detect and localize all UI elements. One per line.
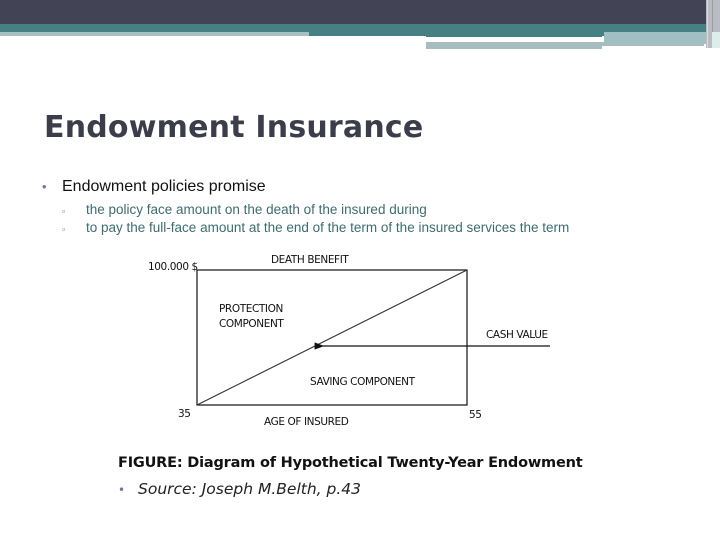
x-start-label: 35 bbox=[178, 408, 191, 420]
square-bullet-icon: ▫ bbox=[62, 206, 66, 216]
source-text: Source: Joseph M.Belth, p.43 bbox=[138, 480, 362, 498]
square-bullet-icon: ▫ bbox=[62, 224, 66, 234]
x-axis-label: AGE OF INSURED bbox=[264, 416, 349, 428]
cash-value-label: CASH VALUE bbox=[486, 329, 548, 341]
source-item bbox=[118, 480, 361, 498]
sub-bullet-text: the policy face amount on the death of the insured during bbox=[86, 202, 427, 217]
bullet-text: Endowment policies promise bbox=[62, 178, 266, 195]
slide-title: Endowment Insurance bbox=[44, 110, 424, 145]
death-benefit-label: DEATH BENEFIT bbox=[271, 254, 349, 266]
figure-caption: FIGURE: Diagram of Hypothetical Twenty-Year Endowment bbox=[118, 455, 583, 471]
sub-bullet-text: to pay the full-face amount at the end of the term of the insured services the term bbox=[86, 220, 570, 235]
bullet-icon: • bbox=[118, 483, 126, 497]
saving-component-label: SAVING COMPONENT bbox=[310, 376, 415, 388]
bullet-icon: • bbox=[42, 179, 47, 194]
y-top-label: 100.000 $ bbox=[148, 261, 198, 273]
x-end-label: 55 bbox=[469, 409, 482, 421]
protection-label: PROTECTION bbox=[219, 303, 283, 315]
protection-label: COMPONENT bbox=[219, 318, 284, 330]
